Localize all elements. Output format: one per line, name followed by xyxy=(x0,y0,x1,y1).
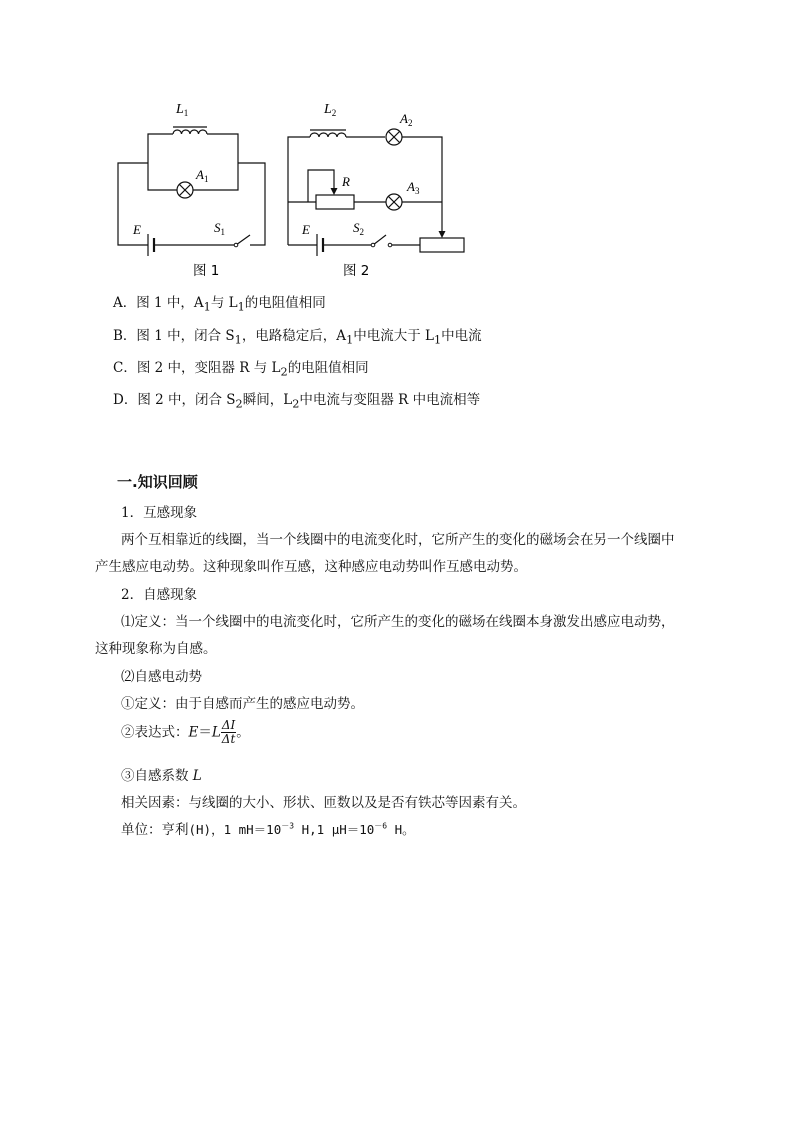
option-a: A．图 1 中，$A_1$与 $L_1$的电阻值相同 xyxy=(113,295,326,314)
fig2-label-E: E xyxy=(302,222,310,237)
option-d: D．图 2 中，闭合 $S_2$瞬间，$L_2$中电流与变阻器 R 中电流相等 xyxy=(113,392,481,411)
fig2-rheostat-body xyxy=(316,195,354,209)
unit-line: 单位：亨利(H)，1 $mH=10^{-3}$ H,1 $\mu H=10^{-6}$ H。 xyxy=(121,821,415,838)
fig2-load-arrow xyxy=(439,231,446,238)
fig1-label-S1: $S_1$ xyxy=(214,220,225,237)
mutual-line-2: 产生感应电动势。这种现象叫作互感，这种感应电动势叫作互感电动势。 xyxy=(95,559,527,575)
fig2-lamp-A2 xyxy=(386,129,402,145)
option-c: C．图 2 中，变阻器 R 与 $L_2$的电阻值相同 xyxy=(113,360,369,379)
fig1-label-L1: $L_1$ xyxy=(176,102,189,118)
fig1-right-wire xyxy=(238,163,265,245)
option-b: B．图 1 中，闭合 $S_1$，电路稳定后，$A_1$中电流大于 $L_1$中电流 xyxy=(113,328,482,347)
fig2-switch-contact-b xyxy=(388,243,392,247)
fig2-inductor-coil xyxy=(310,133,346,137)
circuit-figure-1 xyxy=(110,95,280,285)
self-def-line-1: ⑴定义：当一个线圈中的电流变化时，它所产生的变化的磁场在线圈本身激发出感应电动势， xyxy=(121,614,675,630)
emf-heading: ⑵自感电动势 xyxy=(121,669,202,685)
fig1-switch-blade xyxy=(236,235,250,245)
fig1-inductor-coil xyxy=(173,130,207,134)
fig1-lamp xyxy=(177,182,193,198)
mutual-heading: 1．互感现象 xyxy=(121,505,198,521)
fig2-switch-contact-a xyxy=(371,243,375,247)
fig2-lamp-A3 xyxy=(386,194,402,210)
fig1-caption: 图 1 xyxy=(193,263,220,279)
coefficient-heading: ③自感系数 L xyxy=(121,768,202,784)
fig1-parallel-wires xyxy=(148,134,238,190)
mutual-line-1: 两个互相靠近的线圈，当一个线圈中的电流变化时，它所产生的变化的磁场会在另一个线圈中 xyxy=(121,532,675,548)
circuit-figure-2 xyxy=(280,95,480,285)
emf-fraction: $\frac{\Delta I}{\Delta t}$ xyxy=(221,718,236,746)
fig1-switch-contact xyxy=(234,243,238,247)
fig1-label-A1: $A_1$ xyxy=(196,167,209,184)
fig2-label-L2: $L_2$ xyxy=(324,102,337,118)
self-heading: 2．自感现象 xyxy=(121,587,198,603)
section-title: 一.知识回顾 xyxy=(117,473,198,491)
emf-expression: ②表达式：E＝L $\frac{\Delta I}{\Delta t}$ 。 xyxy=(121,718,250,746)
related-factors: 相关因素：与线圈的大小、形状、匝数以及是否有铁芯等因素有关。 xyxy=(121,795,526,811)
fig1-label-E: E xyxy=(133,222,141,237)
fig2-switch-blade xyxy=(373,235,386,245)
fig2-rheostat-tap xyxy=(308,170,334,202)
emf-definition: ①定义：由于自感而产生的感应电动势。 xyxy=(121,696,364,712)
fig2-caption: 图 2 xyxy=(343,263,370,279)
fig2-rheostat-arrow xyxy=(331,188,338,195)
fig2-label-R: R xyxy=(342,174,350,189)
fig2-label-S2: $S_2$ xyxy=(353,220,364,237)
fig2-load-resistor xyxy=(420,238,464,252)
self-def-line-2: 这种现象称为自感。 xyxy=(95,641,217,657)
fig2-label-A3: $A_3$ xyxy=(407,179,420,196)
fig2-label-A2: $A_2$ xyxy=(400,111,413,128)
